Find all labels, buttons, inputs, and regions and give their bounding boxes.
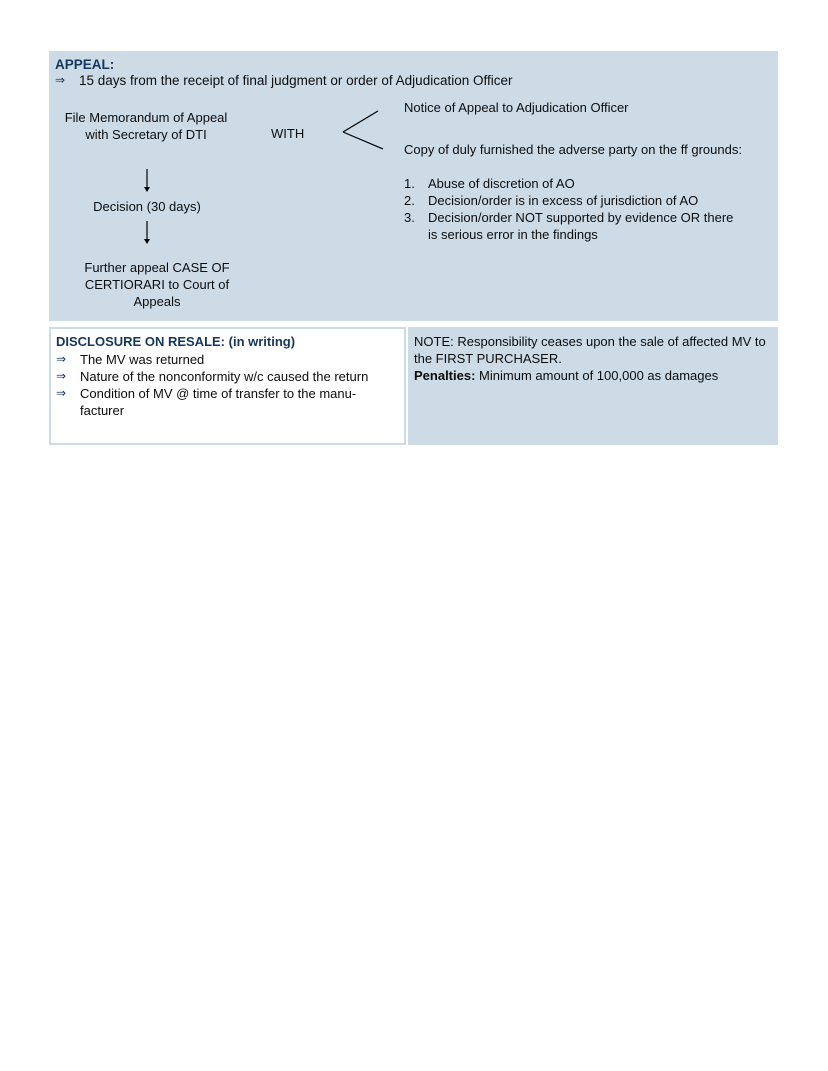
double-arrow-icon: ⇒ (56, 352, 67, 366)
with-label: WITH (271, 126, 305, 141)
double-arrow-icon: ⇒ (56, 386, 67, 400)
grounds-number: 1. (404, 176, 415, 191)
grounds-item (404, 192, 744, 209)
double-arrow-icon: ⇒ (56, 369, 67, 383)
branch-line-upper (343, 111, 378, 132)
penalties-paragraph (414, 367, 769, 384)
notice-of-appeal: Notice of Appeal to Adjudication Officer (404, 100, 629, 115)
flow-arrowhead-2 (144, 239, 150, 244)
appeal-panel (49, 51, 778, 321)
double-arrow-icon: ⇒ (55, 73, 66, 87)
appeal-period-text: 15 days from the receipt of final judgment or order of Adjudication Officer (79, 73, 513, 88)
grounds-number: 2. (404, 193, 415, 208)
disclosure-item-text: Nature of the nonconformity w/c caused the return (80, 369, 369, 384)
note-text: Responsibility ceases upon the sale of affected MV to the FIRST PURCHASER. (414, 334, 766, 366)
disclosure-list (56, 351, 396, 419)
disclosure-title: DISCLOSURE ON RESALE: (in writing) (56, 334, 296, 349)
note-label: NOTE: (414, 334, 454, 349)
flow-step-decision: Decision (30 days) (93, 199, 201, 214)
penalties-text: Minimum amount of 100,000 as damages (479, 368, 719, 383)
disclosure-item (56, 351, 396, 368)
grounds-number: 3. (404, 210, 415, 225)
penalties-label: Penalties: (414, 368, 476, 383)
disclosure-item-text: The MV was returned (80, 352, 205, 367)
disclosure-item (56, 368, 396, 385)
grounds-text: Abuse of discretion of AO (428, 176, 575, 191)
note-text-block (414, 333, 769, 384)
note-paragraph (414, 333, 769, 367)
note-panel (408, 327, 778, 445)
disclosure-item (56, 385, 396, 419)
flow-arrowhead-1 (144, 187, 150, 192)
branch-line-lower (343, 132, 383, 149)
flow-step-file-memorandum: File Memorandum of Appeal with Secretary of DTI (64, 110, 228, 142)
grounds-text: Decision/order is in excess of jurisdiction of AO (428, 193, 699, 208)
disclosure-panel (49, 327, 406, 445)
copy-furnished: Copy of duly furnished the adverse party on the ff grounds: (404, 142, 742, 157)
grounds-list (404, 175, 744, 243)
grounds-item (404, 175, 744, 192)
grounds-text: Decision/order NOT supported by evidence OR there is serious error in the findings (428, 210, 734, 242)
grounds-item (404, 209, 744, 243)
disclosure-item-text: Condition of MV @ time of transfer to the manu-facturer (80, 386, 357, 418)
appeal-title: APPEAL: (55, 57, 115, 72)
flow-step-further-appeal: Further appeal CASE OF CERTIORARI to Court of Appeals (84, 260, 230, 309)
